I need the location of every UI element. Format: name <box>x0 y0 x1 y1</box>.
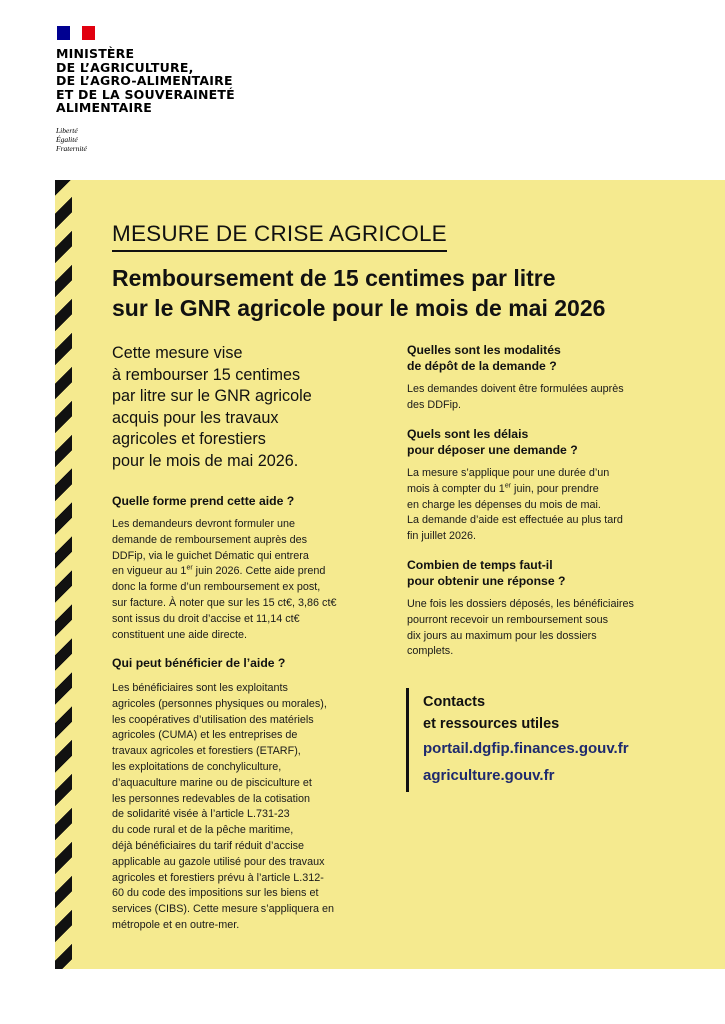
question-modalites <box>407 343 561 374</box>
answer-line: Une fois les dossiers déposés, les bénéficiaires <box>407 598 634 610</box>
question-beneficiaires <box>112 656 285 672</box>
answer-line: les coopératives d’utilisation des matériels <box>112 713 314 726</box>
answer-line-start: en vigueur au 1 <box>112 565 187 578</box>
answer-line: Les demandeurs devront formuler une <box>112 518 296 530</box>
answer-line: pourront recevoir un remboursement sous <box>407 613 609 626</box>
contacts-title <box>423 691 559 735</box>
answer-beneficiaires <box>112 681 334 934</box>
question-line: pour déposer une demande ? <box>407 442 578 457</box>
motto-line: Liberté <box>56 126 78 135</box>
answer-line: Les demandes doivent être formulées auprès <box>407 383 624 395</box>
answer-line: les personnes redevables de la cotisation <box>112 792 311 805</box>
headline <box>112 263 712 323</box>
answer-line: de solidarité visée à l’article L.731-23 <box>112 808 290 821</box>
answer-line: déjà bénéficiaires du tarif réduit d’accise <box>112 839 305 852</box>
answer-line: d’aquaculture marine ou de pisciculture et <box>112 776 312 789</box>
question-line: Combien de temps faut-il <box>407 558 553 572</box>
answer-line: sur facture. À noter que sur les 15 ct€, 3,86 ct€ <box>112 596 337 609</box>
question-line: Quels sont les délais <box>407 427 529 441</box>
question-reponse <box>407 558 565 589</box>
answer-line: dix jours au maximum pour les dossiers <box>407 629 597 642</box>
answer-line: donc la forme d’un remboursement ex post, <box>112 581 321 594</box>
flag-blue <box>57 26 70 40</box>
answer-line: en charge les dépenses du mois de mai. <box>407 498 601 511</box>
answer-line-start: mois à compter du 1 <box>407 482 505 495</box>
flag-white <box>70 26 83 40</box>
motto-line: Fraternité <box>56 144 87 153</box>
link-agriculture[interactable]: agriculture.gouv.fr <box>423 767 555 784</box>
answer-line: DDFip, via le guichet Dématic qui entrera <box>112 549 309 562</box>
kicker-title: MESURE DE CRISE AGRICOLE <box>112 221 447 252</box>
answer-line: des DDFip. <box>407 398 462 411</box>
intro-line: agricoles et forestiers <box>112 430 266 448</box>
question-line: Qui peut bénéficier de l’aide ? <box>112 656 286 670</box>
answer-line: métropole et en outre-mer. <box>112 918 240 931</box>
answer-line: agricoles et forestiers prévu à l’article L.312- <box>112 871 324 884</box>
answer-line: La demande d’aide est effectuée au plus tard <box>407 514 623 527</box>
question-forme <box>112 494 294 510</box>
answer-line: les exploitations de conchyliculture, <box>112 760 282 773</box>
answer-reponse <box>407 597 634 660</box>
answer-line: agricoles (CUMA) et les entreprises de <box>112 729 298 742</box>
question-line: Quelles sont les modalités <box>407 343 561 357</box>
contacts-title-line: Contacts <box>423 694 486 710</box>
ministry-line: ALIMENTAIRE <box>56 100 152 115</box>
answer-line: constituent une aide directe. <box>112 628 248 641</box>
link-dgfip[interactable]: portail.dgfip.finances.gouv.fr <box>423 740 629 757</box>
motto-line: Égalité <box>56 135 78 144</box>
intro-line: pour le mois de mai 2026. <box>112 451 299 470</box>
question-delais <box>407 427 578 458</box>
contacts-box <box>406 688 709 792</box>
superscript-er: er <box>186 564 193 572</box>
ministry-line: DE L’AGRICULTURE, <box>56 59 194 75</box>
answer-line: La mesure s’applique pour une durée d’un <box>407 467 610 479</box>
intro-text <box>112 343 382 472</box>
superscript-er: er <box>504 482 512 490</box>
flag-red <box>82 26 95 40</box>
answer-line: fin juillet 2026. <box>407 530 477 543</box>
intro-line: Cette mesure vise <box>112 344 243 362</box>
answer-modalites <box>407 382 624 414</box>
ministry-line: ET DE LA SOUVERAINETÉ <box>56 86 235 102</box>
question-line: de dépôt de la demande ? <box>407 358 557 373</box>
headline-line: sur le GNR agricole pour le mois de mai 2026 <box>112 295 606 321</box>
marianne-flag-logo <box>57 26 95 40</box>
question-line: Quelle forme prend cette aide ? <box>112 494 295 508</box>
ministry-line: MINISTÈRE <box>56 46 135 61</box>
answer-line: 60 du code des impositions sur les biens et <box>112 887 319 900</box>
answer-line: du code rural et de la pêche maritime, <box>112 824 294 837</box>
intro-line: acquis pour les travaux <box>112 408 279 427</box>
answer-line: demande de remboursement auprès des <box>112 533 308 546</box>
answer-delais <box>407 466 623 545</box>
answer-forme <box>112 517 336 643</box>
answer-line: complets. <box>407 645 454 658</box>
answer-line: travaux agricoles et forestiers (ETARF), <box>112 745 301 758</box>
answer-line <box>407 482 623 498</box>
question-line: pour obtenir une réponse ? <box>407 573 566 588</box>
republic-motto <box>56 126 87 153</box>
answer-line: services (CIBS). Cette mesure s’appliquera en <box>112 903 335 916</box>
intro-line: par litre sur le GNR agricole <box>112 387 312 405</box>
answer-line: applicable au gazole utilisé pour des travaux <box>112 855 325 868</box>
ministry-line: DE L’AGRO-ALIMENTAIRE <box>56 73 233 88</box>
ministry-name <box>56 47 296 115</box>
hazard-stripes <box>55 180 72 969</box>
answer-line: sont issus du droit d’accise et 11,14 ct€ <box>112 612 300 625</box>
answer-line-rest: juin, pour prendre <box>511 482 599 495</box>
answer-line <box>112 564 336 580</box>
answer-line-rest: juin 2026. Cette aide prend <box>192 565 326 578</box>
headline-line: Remboursement de 15 centimes par litre <box>112 265 556 291</box>
answer-line: Les bénéficiaires sont les exploitants <box>112 682 288 694</box>
answer-line: agricoles (personnes physiques ou morales), <box>112 697 327 710</box>
intro-line: à rembourser 15 centimes <box>112 365 301 384</box>
contacts-title-line: et ressources utiles <box>423 716 560 732</box>
